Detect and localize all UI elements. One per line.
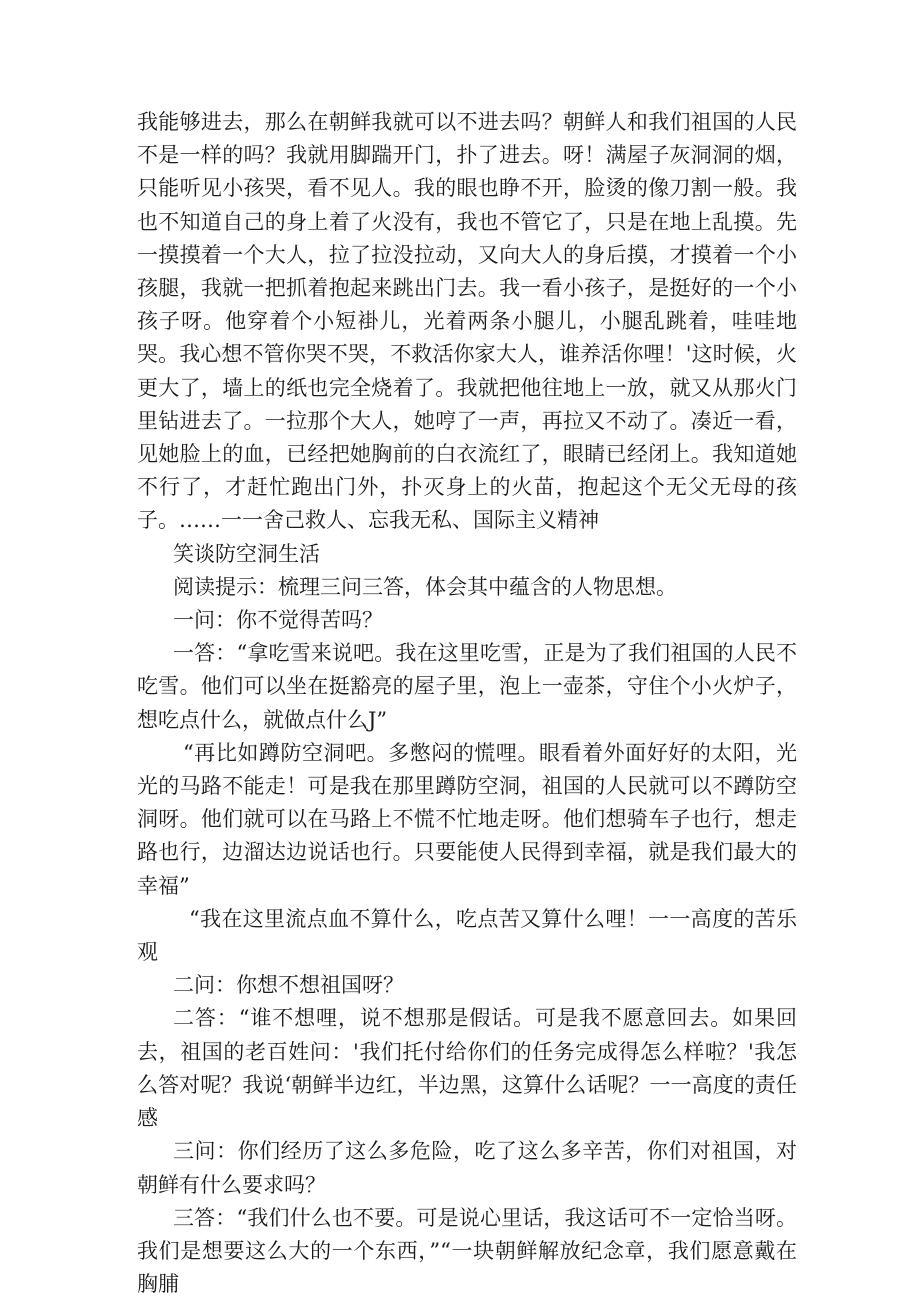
answer-3: 三答：“我们什么也不要。可是说心里话，我这话可不一定恰当呀。我们是想要这么大的一个东西，”“一块朝鲜解放纪念章，我们愿意戴在胸脯 [137,1205,797,1297]
reading-tip: 阅读提示：梳理三问三答，体会其中蕴含的人物思想。 [173,574,677,599]
question-3: 三问：你们经历了这么多危险，吃了这么多辛苦，你们对祖国，对朝鲜有什么要求吗？ [137,1139,797,1197]
answer-1: 一答：“拿吃雪来说吧。我在这里吃雪，正是为了我们祖国的人民不吃雪。他们可以坐在挺豁亮的屋子里，泡上一壶茶，守住个小火炉子，想吃点什么，就做点什么J” [137,641,797,732]
question-2: 二问：你想不想祖国呀？ [173,973,404,998]
paragraph-rescue-story: 我能够进去，那么在朝鲜我就可以不进去吗？朝鲜人和我们祖国的人民不是一样的吗？我就用脚踹开门，扑了进去。呀！满屋子灰洞洞的烟，只能听见小孩哭，看不见人。我的眼也睁不开，脸烫的像刀割一般。我也不知道自己的身上着了火没有，我也不管它了，只是在地上乱摸。先一摸摸着一个大人，拉了拉没拉动，又向大人的身后摸，才摸着一个小孩腿，我就一把抓着抱起来跳出门去。我一看小孩子，是挺好的一个小孩子呀。他穿着个小短褂儿，光着两条小腿儿，小腿乱跳着，哇哇地哭。我心想不管你哭不哭，不救活你家大人，谁养活你哩！'这时候，火更大了，墙上的纸也完全烧着了。我就把他往地上一放，就又从那火门里钻进去了。一拉那个大人，她哼了一声，再拉又不动了。凑近一看，见她脸上的血，已经把她胸前的白衣流红了，眼睛已经闭上。我知道她不行了，才赶忙跑出门外，扑灭身上的火苗，抱起这个无父无母的孩子。……一一舍己救人、忘我无私、国际主义精神 [137,110,797,533]
answer-2: 二答：“谁不想哩，说不想那是假话。可是我不愿意回去。如果回去，祖国的老百姓问：'我们托付给你们的任务完成得怎么样啦？'我怎么答对呢？我说‘朝鲜半边红，半边黑，这算什么话呢？一一高度的责任感 [137,1006,797,1131]
section-heading: 笑谈防空洞生活 [173,541,320,566]
answer-1-conclusion: “我在这里流点血不算什么，吃点苦又算什么哩！一一高度的苦乐观 [137,906,797,965]
document-body [137,106,797,1301]
question-1: 一问：你不觉得苦吗？ [173,608,383,633]
answer-1-continued: “再比如蹲防空洞吧。多憋闷的慌哩。眼看着外面好好的太阳，光光的马路不能走！可是我在那里蹲防空洞，祖国的人民就可以不蹲防空洞呀。他们就可以在马路上不慌不忙地走呀。他们想骑车子也行，想走路也行，边溜达边说话也行。只要能使人民得到幸福，就是我们最大的幸福” [137,740,797,898]
